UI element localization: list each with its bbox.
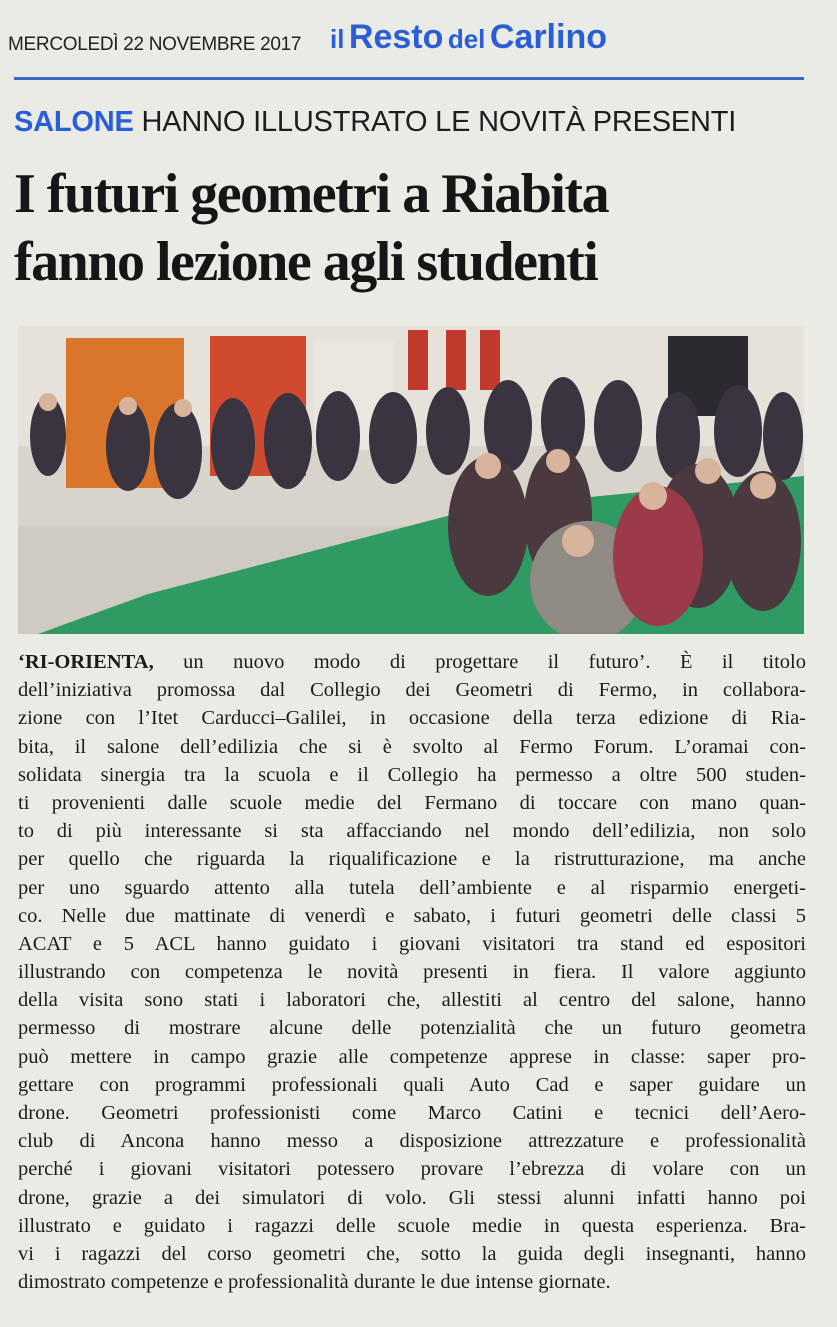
- article-line: della visita sono stati i laboratori che, allestiti al centro del salone, hanno: [18, 989, 806, 1012]
- kicker: [14, 106, 736, 139]
- article-line: ti provenienti dalle scuole medie del Fermano di toccare con mano quan-: [18, 791, 806, 814]
- masthead: [8, 18, 808, 68]
- article-line: vi i ragazzi del corso geometri che, sotto la guida degli insegnanti, hanno: [18, 1242, 806, 1265]
- article-line: dell’iniziativa promossa dal Collegio dei Geometri di Fermo, in collabora-: [18, 679, 806, 702]
- article-line: co. Nelle due mattinate di venerdì e sabato, i futuri geometri delle classi 5: [18, 904, 806, 927]
- masthead-divider: [14, 77, 804, 80]
- article-line: per uno sguardo attento alla tutela dell’ambiente e al risparmio energeti-: [18, 876, 806, 899]
- article-line: [18, 648, 806, 676]
- article-line: illustrando con competenza le novità presenti in fiera. Il valore aggiunto: [18, 961, 806, 984]
- newspaper-logo: [330, 18, 607, 57]
- article-line: può mettere in campo grazie alle competenze apprese in classe: saper pro-: [18, 1045, 806, 1068]
- headline-line-2: fanno lezione agli studenti: [14, 231, 598, 293]
- logo-resto: Resto: [348, 18, 444, 56]
- article-line: dimostrato competenze e professionalità durante le due intense giornate.: [18, 1271, 611, 1294]
- article-line: solidata sinergia tra la scuola e il Collegio ha permesso a oltre 500 studen-: [18, 763, 806, 786]
- logo-carlino: Carlino: [489, 18, 607, 56]
- article-line: to di più interessante si sta affacciando nel mondo dell’edilizia, non solo: [18, 820, 806, 843]
- students-audience-photo: [18, 326, 804, 634]
- article-lead: ‘RI-ORIENTA,: [18, 651, 154, 673]
- article-line: per quello che riguarda la riqualificazione e la ristrutturazione, ma anche: [18, 848, 806, 871]
- article-line-text: un nuovo modo di progettare il futuro’. È il titolo: [153, 651, 806, 673]
- edition-date: MERCOLEDÌ 22 NOVEMBRE 2017: [8, 34, 302, 55]
- article-line: gettare con programmi professionali quali Auto Cad e saper guidare un: [18, 1073, 806, 1096]
- article-body: [18, 648, 806, 1296]
- article-line: permesso di mostrare alcune delle potenzialità che un futuro geometra: [18, 1017, 806, 1040]
- article-line: club di Ancona hanno messo a disposizione attrezzature e professionalità: [18, 1130, 806, 1153]
- logo-del: del: [447, 24, 486, 54]
- section-label: SALONE: [14, 106, 134, 138]
- article-line: drone, grazie a dei simulatori di volo. Gli stessi alunni infatti hanno poi: [18, 1186, 806, 1209]
- article-line: illustrato e guidato i ragazzi delle scuole medie in questa esperienza. Bra-: [18, 1214, 806, 1237]
- article-line: drone. Geometri professionisti come Marco Catini e tecnici dell’Aero-: [18, 1102, 806, 1124]
- article-line: zione con l’Itet Carducci–Galilei, in occasione della terza edizione di Ria-: [18, 707, 806, 730]
- logo-il: il: [330, 24, 345, 54]
- article-line: bita, il salone dell’edilizia che si è svolto al Fermo Forum. L’oramai con-: [18, 735, 806, 758]
- headline-line-1: I futuri geometri a Riabita: [14, 163, 609, 225]
- article-line: ACAT e 5 ACL hanno guidato i giovani visitatori tra stand ed espositori: [18, 932, 806, 955]
- article-line: perché i giovani visitatori potessero provare l’ebrezza di volare con un: [18, 1158, 806, 1181]
- headline: [14, 160, 814, 296]
- article-photo: [18, 326, 804, 634]
- kicker-subtitle: HANNO ILLUSTRATO LE NOVITÀ PRESENTI: [141, 106, 737, 138]
